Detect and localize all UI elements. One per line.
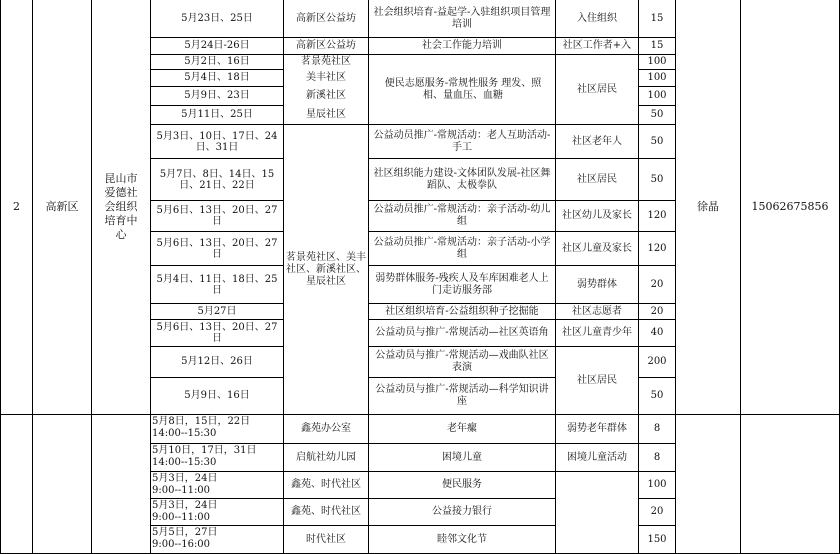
row-venue: 时代社区 [306,533,346,545]
row-target: 社区老年人 [572,135,622,147]
grid-line [91,0,92,554]
row-target-merged: 社区居民 [577,374,617,386]
row-content: 弱势群体服务-残疾人及车库困难老人上门走访服务部 [375,272,549,296]
row-date: 5月12日、26日 [181,356,253,367]
row-target: 弱势老年群体 [567,423,627,434]
row-content: 社区组织培育-公益组织种子挖掘能 [385,305,539,317]
row-datetime [151,444,283,471]
row-content: 睦邻文化节 [437,533,487,545]
row-content: 公益动员与推广-常规活动—戏曲队社区表演 [375,350,549,373]
row-content: 社会工作能力培训 [422,40,502,51]
row-time: 14:00--15:30 [152,428,217,439]
row-venue: 高新区公益坊 [296,40,356,51]
service-target: 社区居民 [577,83,617,95]
row-count: 15 [650,12,664,24]
row-count: 20 [650,506,664,517]
contact-phone: 15062675856 [751,200,829,213]
organization: 昆山市爱德社会组织培育中心 [104,172,138,241]
row-date: 5月4日、18日 [184,72,250,83]
row-target: 弱势群体 [577,278,617,290]
row-content: 公益动员与推广-常规活动—科学知识讲座 [375,384,549,407]
row-target: 社区儿童及家长 [562,242,632,254]
row-count: 20 [650,278,664,290]
contact-person: 徐晶 [697,200,719,213]
row-date: 5月6日、13日、20日、27日 [156,237,278,260]
row-datetime [151,526,283,553]
row-count: 50 [650,109,664,120]
row-count: 100 [647,90,667,101]
row-date: 5月6日、13日、20日、27日 [156,205,278,227]
row-count: 200 [647,356,667,367]
row-target: 社区志愿者 [572,305,622,317]
row-date: 5月3日、10日、17日、24日、31日 [156,130,278,153]
service-content: 便民志愿服务-常规性服务 理发、照相、量血压、血糖 [384,77,542,101]
row-count: 40 [650,327,664,338]
row-count: 50 [650,135,664,147]
row-date: 5月3日，24日 [152,500,218,511]
row-date: 5月6日、13日、20日、27日 [156,322,278,344]
row-count: 100 [647,479,667,490]
row-date: 5月9日、16日 [184,390,250,401]
row-count: 150 [647,533,667,545]
row-time: 9:00--11:00 [152,512,211,523]
row-time: 9:00--16:00 [152,539,211,550]
row-date: 5月23日、25日 [181,12,253,24]
row-time: 9:00--11:00 [152,485,211,496]
row-date: 5月7日、8日、14日、15日、21日、22日 [159,168,275,191]
row-content: 公益接力银行 [432,506,492,517]
row-date: 5月9日、23日 [184,90,250,101]
row-venue: 美丰社区 [306,72,346,83]
row-count: 100 [647,72,667,83]
row-venue: 启航社幼儿园 [296,451,356,463]
row-count: 50 [650,390,664,401]
row-content: 社区组织能力建设-文体团队发展-社区舞蹈队、太极拳队 [373,167,551,191]
row-date: 5月3日，24日 [152,473,218,484]
district: 高新区 [45,200,79,213]
row-datetime [151,415,283,443]
row-date: 5月24日-26日 [184,40,250,51]
row-count: 50 [650,173,664,185]
row-datetime [151,472,283,498]
seq-number: 2 [13,200,20,213]
row-venue: 星辰社区 [306,109,346,120]
row-count: 8 [653,423,661,434]
row-count: 120 [647,210,667,221]
row-target: 入住组织 [577,12,617,24]
row-venue: 鑫苑、时代社区 [291,506,361,517]
row-target: 困境儿童活动 [567,451,627,463]
row-count: 120 [647,242,667,254]
row-venue: 鑫苑办公室 [301,423,351,434]
row-content: 社会组织培育-益起学-入驻组织项目管理培训 [373,6,551,30]
row-target: 社区居民 [577,173,617,185]
row-date: 5月27日 [197,305,237,317]
row-date: 5月4日、11日、18日、25日 [156,273,278,296]
row-target: 社区儿童青少年 [562,327,632,338]
row-target: 社区幼儿及家长 [562,210,632,221]
row-target: 社区工作者+入 [562,40,632,51]
row-date: 5月5日，27日 [152,527,218,538]
row-date: 5月11日、25日 [181,109,253,120]
row-content: 困境儿童 [442,451,482,463]
row-count: 15 [650,40,664,51]
row-content: 公益动员推广-常规活动：亲子活动-幼儿组 [373,204,551,227]
row-count: 100 [647,56,667,67]
row-content: 公益动员推广-常规活动：老人互助活动-手工 [373,129,551,153]
venue-group: 茗景苑社区、美丰社区、新溪社区、星辰社区 [286,251,366,287]
row-date: 5月8日，15日，22日 [152,416,251,427]
row-date: 5月10日，17日，31日 [152,445,257,456]
row-content: 公益动员推广-常规活动：亲子活动-小学组 [373,236,551,260]
row-venue: 高新区公益坊 [296,12,356,24]
row-count: 8 [653,451,661,463]
row-content: 老年瘰 [447,423,477,434]
row-time: 14:00--15:30 [152,457,217,468]
row-date: 5月2日、16日 [184,56,250,67]
row-content: 便民服务 [442,479,482,490]
row-venue: 新溪社区 [306,90,346,101]
row-datetime [151,499,283,525]
row-count: 20 [650,305,664,317]
row-content: 公益动员与推广-常规活动—社区英语角 [375,327,549,338]
row-venue: 鑫苑、时代社区 [291,479,361,490]
row-venue: 茗景苑社区 [301,56,351,67]
